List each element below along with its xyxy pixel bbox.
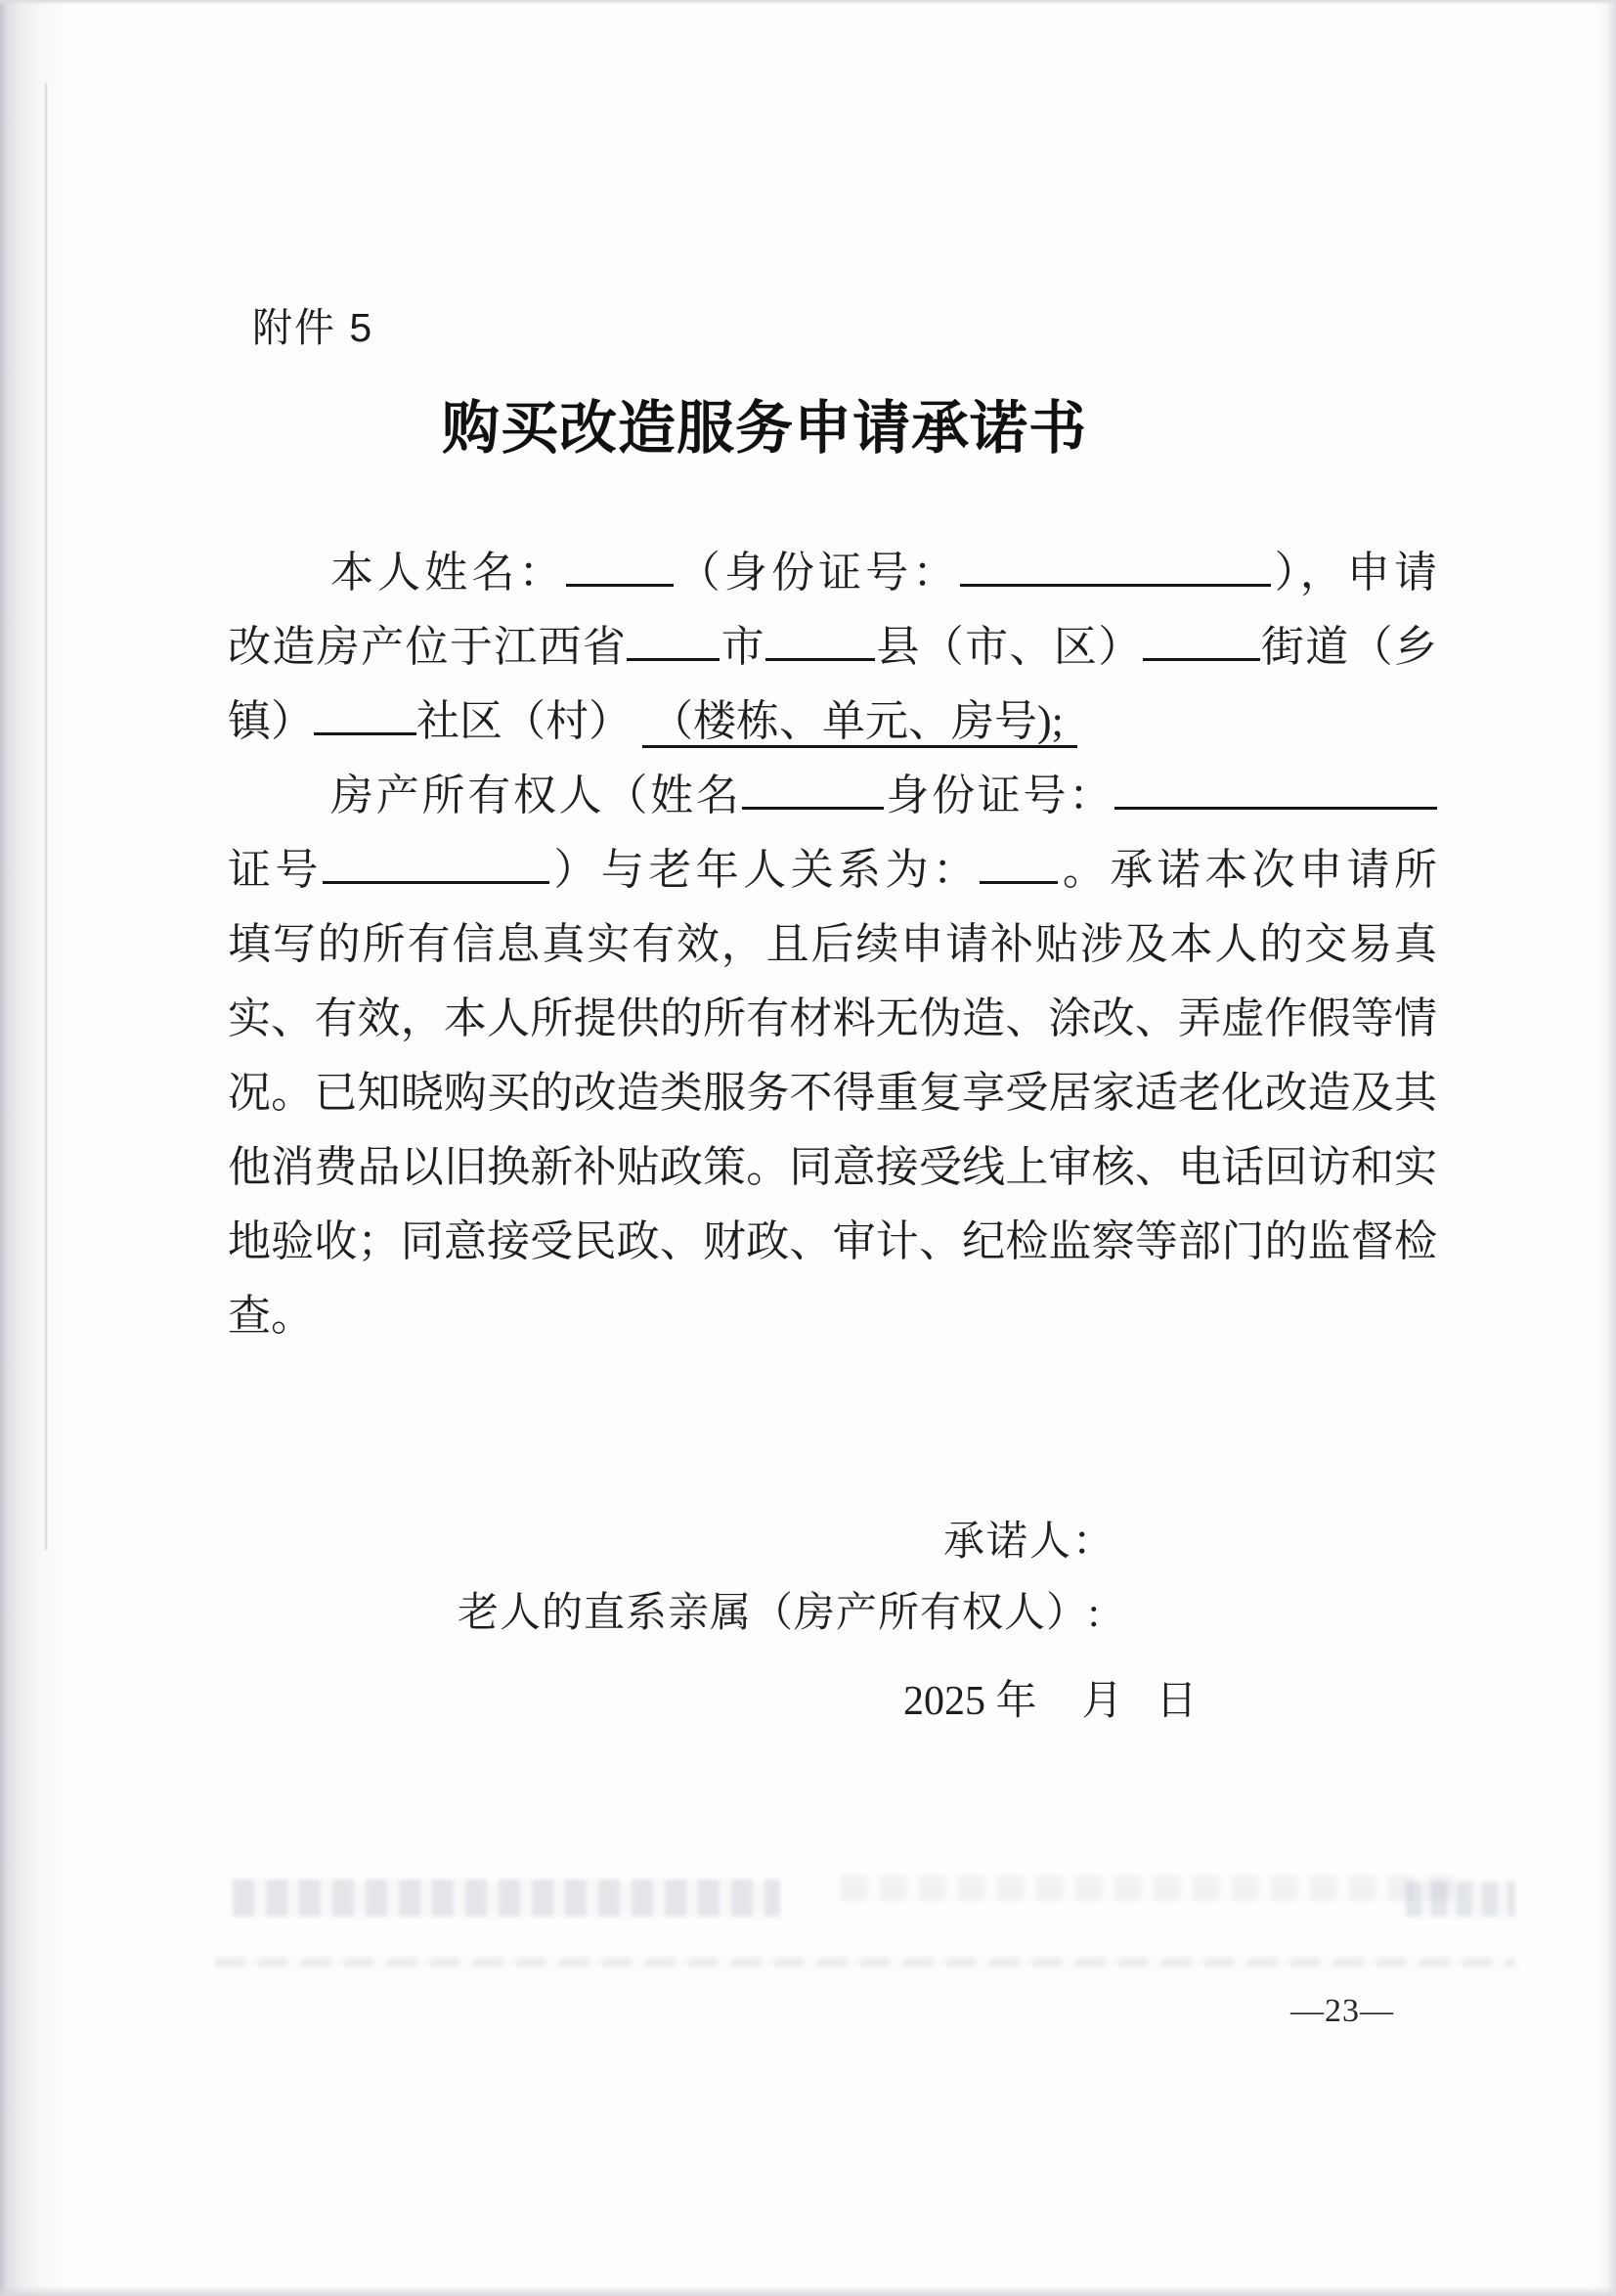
form-line-2 bbox=[228, 610, 1437, 684]
blank-applicant-id-number bbox=[960, 554, 1271, 587]
text-segment: 市 bbox=[720, 623, 766, 671]
form-line-3 bbox=[228, 684, 1437, 759]
date-day: 日 bbox=[1156, 1679, 1198, 1724]
body-line-8: 况。已知晓购买的改造类服务不得重复享受居家适老化改造及其 bbox=[228, 1069, 1437, 1117]
text-segment: 本人姓名： bbox=[330, 549, 566, 596]
signature-date-line bbox=[903, 1668, 1198, 1727]
scan-edge-top bbox=[0, 0, 1616, 5]
text-segment: 改造房产位于江西省 bbox=[228, 623, 628, 671]
promiser-signature-label: 承诺人： bbox=[943, 1520, 1116, 1565]
text-segment: 。承诺本次申请所 bbox=[1058, 846, 1437, 894]
text-segment: 镇） bbox=[228, 697, 314, 745]
blank-owner-id-number bbox=[1114, 777, 1437, 810]
date-year: 2025 年 bbox=[903, 1679, 1037, 1724]
text-segment: 证号 bbox=[228, 846, 323, 894]
blank-owner-name bbox=[742, 777, 884, 810]
page-number: —23— bbox=[1290, 1993, 1394, 2029]
underlined-address-segment: （楼栋、单元、房号); bbox=[642, 697, 1077, 748]
text-segment: 房产所有权人（姓名 bbox=[330, 772, 742, 819]
blank-property-cert-number bbox=[323, 852, 549, 884]
text-segment: ）与老年人关系为： bbox=[548, 846, 981, 894]
body-line-10: 地验收；同意接受民政、财政、审计、纪检监察等部门的监督检 bbox=[228, 1217, 1437, 1265]
text-segment: （身份证号： bbox=[673, 549, 960, 596]
paper-crease-line bbox=[45, 83, 47, 1550]
attachment-label: 附件 5 bbox=[252, 305, 374, 350]
document-title: 购买改造服务申请承诺书 bbox=[442, 396, 1088, 461]
text-segment: 县（市、区） bbox=[875, 623, 1143, 671]
blank-county bbox=[765, 629, 875, 661]
blank-community bbox=[314, 703, 416, 735]
blank-relationship bbox=[980, 852, 1058, 884]
text-segment: ），申请 bbox=[1270, 549, 1437, 596]
body-line-9: 他消费品以旧换新补贴政策。同意接受线上审核、电话回访和实 bbox=[228, 1143, 1437, 1191]
text-segment: 身份证号： bbox=[883, 772, 1115, 819]
blank-applicant-name bbox=[566, 554, 674, 587]
body-line-7: 实、有效，本人所提供的所有材料无伪造、涂改、弄虚作假等情 bbox=[228, 994, 1437, 1042]
date-month: 月 bbox=[1081, 1679, 1123, 1724]
form-line-5 bbox=[228, 833, 1437, 907]
scan-edge-left bbox=[0, 0, 43, 2296]
blank-city bbox=[627, 629, 720, 661]
bleed-through-artifact bbox=[233, 1879, 780, 1917]
bleed-through-artifact bbox=[1406, 1881, 1515, 1917]
bleed-through-artifact bbox=[215, 1958, 1515, 1967]
scan-edge-bottom bbox=[0, 2286, 1616, 2296]
form-line-4 bbox=[228, 759, 1437, 833]
body-line-11: 查。 bbox=[228, 1292, 314, 1340]
text-segment: 街道（乡 bbox=[1259, 623, 1437, 671]
bleed-through-artifact bbox=[841, 1876, 1466, 1901]
body-line-6: 填写的所有信息真实有效，且后续申请补贴涉及本人的交易真 bbox=[228, 920, 1437, 968]
scan-edge-right bbox=[1607, 0, 1616, 2296]
relative-signature-label: 老人的直系亲属（房产所有权人）: bbox=[458, 1591, 1101, 1636]
text-segment: 社区（村） bbox=[416, 697, 632, 745]
form-line-1 bbox=[228, 536, 1437, 610]
blank-street bbox=[1143, 629, 1260, 661]
document-body bbox=[228, 536, 1437, 1353]
